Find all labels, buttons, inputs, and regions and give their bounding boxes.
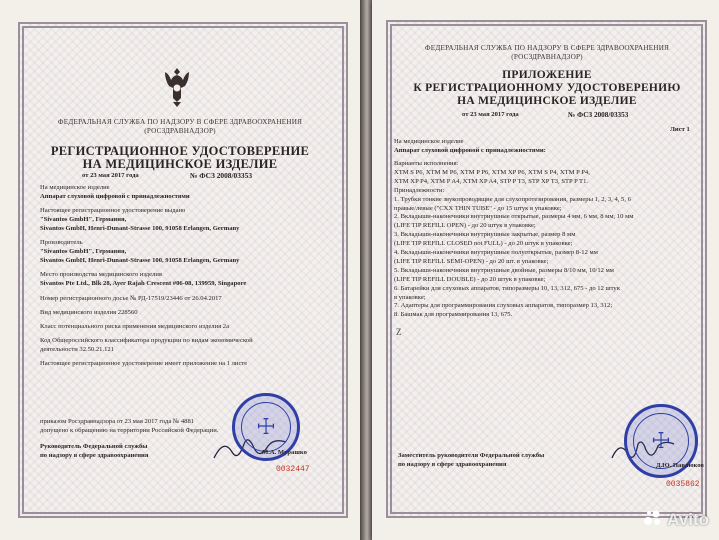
okp-code-line-2: деятельности 32.50.21.121	[40, 346, 115, 353]
sheet-number: Лист 1	[670, 126, 690, 133]
accessory-line: (LIFE TIP REFILL DOUBLE) - до 20 штук в упаковке;	[394, 275, 546, 283]
production-place: Sivantos Pte Ltd., Blk 28, Ayer Rajah Crescent #06-08, 139959, Singapore	[40, 280, 247, 287]
issued-to-name: "Sivantos GmbH", Германия,	[40, 216, 127, 223]
appendix-note: Настоящее регистрационное удостоверение имеет приложение на 1 листе	[40, 360, 248, 367]
issued-to-address: Sivantos GmbH, Henri-Dunant-Strasse 100, 91058 Erlangen, Germany	[40, 225, 240, 232]
accessory-line: XTM XP P4, XTM P A4, XTM XP A4, STP P T3, STP XP T3, STP P T1.	[394, 177, 589, 185]
accessory-line: 2. Вкладыши-наконечники внутриушные открытые, размеры 4 мм, 6 мм, 8 мм, 10 мм	[394, 213, 634, 221]
accessory-line: 1. Трубки тонкие звукопроводящие для слухопротезирования, размеры 1, 2, 3, 4, 5, 6	[394, 195, 631, 203]
issue-date: от 23 мая 2017 года	[82, 172, 139, 179]
manufacturer-name: "Sivantos GmbH", Германия,	[40, 248, 127, 255]
accessory-line: 8. Башмак для программирования 13, 675.	[394, 311, 513, 319]
manufacturer-address: Sivantos GmbH, Henri-Dunant-Strasse 100, 91058 Erlangen, Germany	[40, 257, 240, 264]
dossier-number: Номер регистрационного досье № РД-17519/23446 от 26.04.2017	[40, 295, 222, 302]
order-line-1: приказом Росздравнадзора от 23 мая 2017 года № 4881	[40, 418, 195, 425]
accessory-line: в упаковке;	[394, 293, 426, 301]
risk-class: Класс потенциального риска применения медицинского изделия 2а	[40, 323, 229, 330]
device-label: На медицинское изделие	[394, 138, 464, 145]
title-line-2: НА МЕДИЦИНСКОЕ ИЗДЕЛИЕ	[82, 157, 278, 171]
z-mark: Z	[396, 327, 402, 337]
agency-short: (РОСЗДРАВНАДЗОР)	[144, 127, 216, 135]
accessory-line: 7. Адаптеры для программирования слуховых аппаратов, типоразмер 13, 312;	[394, 302, 613, 310]
title-line-3: НА МЕДИЦИНСКОЕ ИЗДЕЛИЕ	[457, 95, 637, 107]
head-title-line-1: Руководитель Федеральной службы	[40, 443, 148, 450]
registration-number: № ФСЗ 2008/03353	[190, 171, 253, 180]
accessory-line: Варианты исполнения:	[394, 160, 459, 167]
signer-name: Д.Ю. Павлюков	[656, 462, 704, 469]
okp-code-line-1: Код Общероссийского классификатора продукции по видам экономической	[40, 337, 253, 344]
accessory-line: 5. Вкладыши-наконечники внутриушные двойные, размеры 8/10 мм, 10/12 мм	[394, 266, 614, 274]
device-name: Аппарат слуховой цифровой с принадлежностями:	[394, 147, 546, 154]
official-stamp: ☩	[232, 393, 300, 461]
accessory-line: (LIFE TIP REFILL OPEN) - до 20 штук в упаковке;	[394, 222, 536, 230]
title-line-1: РЕГИСТРАЦИОННОЕ УДОСТОВЕРЕНИЕ	[50, 144, 310, 158]
issued-to-label: Настоящее регистрационное удостоверение выдано	[40, 207, 186, 214]
avito-watermark	[643, 509, 709, 532]
accessory-line: 3. Вкладыши-наконечники внутриушные закрытые, размер 8 мм	[394, 231, 576, 239]
manufacturer-label: Производитель	[40, 239, 83, 246]
accessory-line: 4. Вкладыши-наконечники внутриушные полуоткрытые, размер 8-12 мм	[394, 249, 598, 256]
device-kind: Вид медицинского изделия 228560	[40, 309, 138, 316]
deputy-title-line-1: Заместитель руководителя Федеральной службы	[398, 452, 545, 459]
accessory-line: XTM S P6, XTM M P6, XTM P P6, XTM XP P6, XTM S P4, XTM P P4,	[394, 168, 590, 176]
agency-short: (РОСЗДРАВНАДЗОР)	[511, 53, 583, 61]
agency-line: ФЕДЕРАЛЬНАЯ СЛУЖБА ПО НАДЗОРУ В СФЕРЕ ЗДРАВООХРАНЕНИЯ	[424, 44, 670, 52]
accessory-line: Принадлежности:	[394, 186, 445, 194]
order-line-2: допущено к обращению на территории Российской Федерации.	[40, 427, 219, 434]
device-name: Аппарат слуховой цифровой с принадлежностями	[40, 193, 190, 200]
title-line-1: ПРИЛОЖЕНИЕ	[502, 69, 592, 81]
device-label: На медицинское изделие	[40, 184, 110, 191]
agency-line: ФЕДЕРАЛЬНАЯ СЛУЖБА ПО НАДЗОРУ В СФЕРЕ ЗДРАВООХРАНЕНИЯ	[57, 118, 303, 126]
watermark-text: Avito	[667, 509, 709, 529]
title-line-2: К РЕГИСТРАЦИОННОМУ УДОСТОВЕРЕНИЮ	[413, 82, 681, 94]
avito-logo-icon	[643, 509, 663, 532]
official-stamp: ☩	[624, 404, 698, 478]
serial-number: 0032447	[276, 465, 310, 474]
appendix-page	[372, 0, 719, 540]
accessory-line: (LIFE TIP REFILL SEMI-OPEN) - до 20 шт. в упаковке;	[394, 257, 549, 265]
issue-date: от 23 мая 2017 года	[462, 111, 519, 118]
double-headed-eagle-emblem	[157, 62, 197, 108]
production-place-label: Место производства медицинского изделия	[40, 271, 162, 278]
deputy-title-line-2: по надзору в сфере здравоохранения	[398, 461, 507, 468]
head-title-line-2: по надзору в сфере здравоохранения	[40, 452, 149, 459]
signer-name: М.А. Мурашко	[262, 449, 307, 456]
accessory-line: 6. Батарейки для слуховых аппаратов, типоразмеры 10, 13, 312, 675 - до 12 штук	[394, 284, 620, 292]
registration-number: № ФСЗ 2008/03353	[568, 111, 629, 119]
serial-number: 0035862	[666, 480, 700, 489]
accessory-line: правые/левые ("CXX THIN TUBE" - до 15 штук в упаковке;	[394, 204, 562, 212]
accessory-line: (LIFE TIP REFILL CLOSED not FULL) - до 20 штук в упаковке;	[394, 240, 573, 248]
